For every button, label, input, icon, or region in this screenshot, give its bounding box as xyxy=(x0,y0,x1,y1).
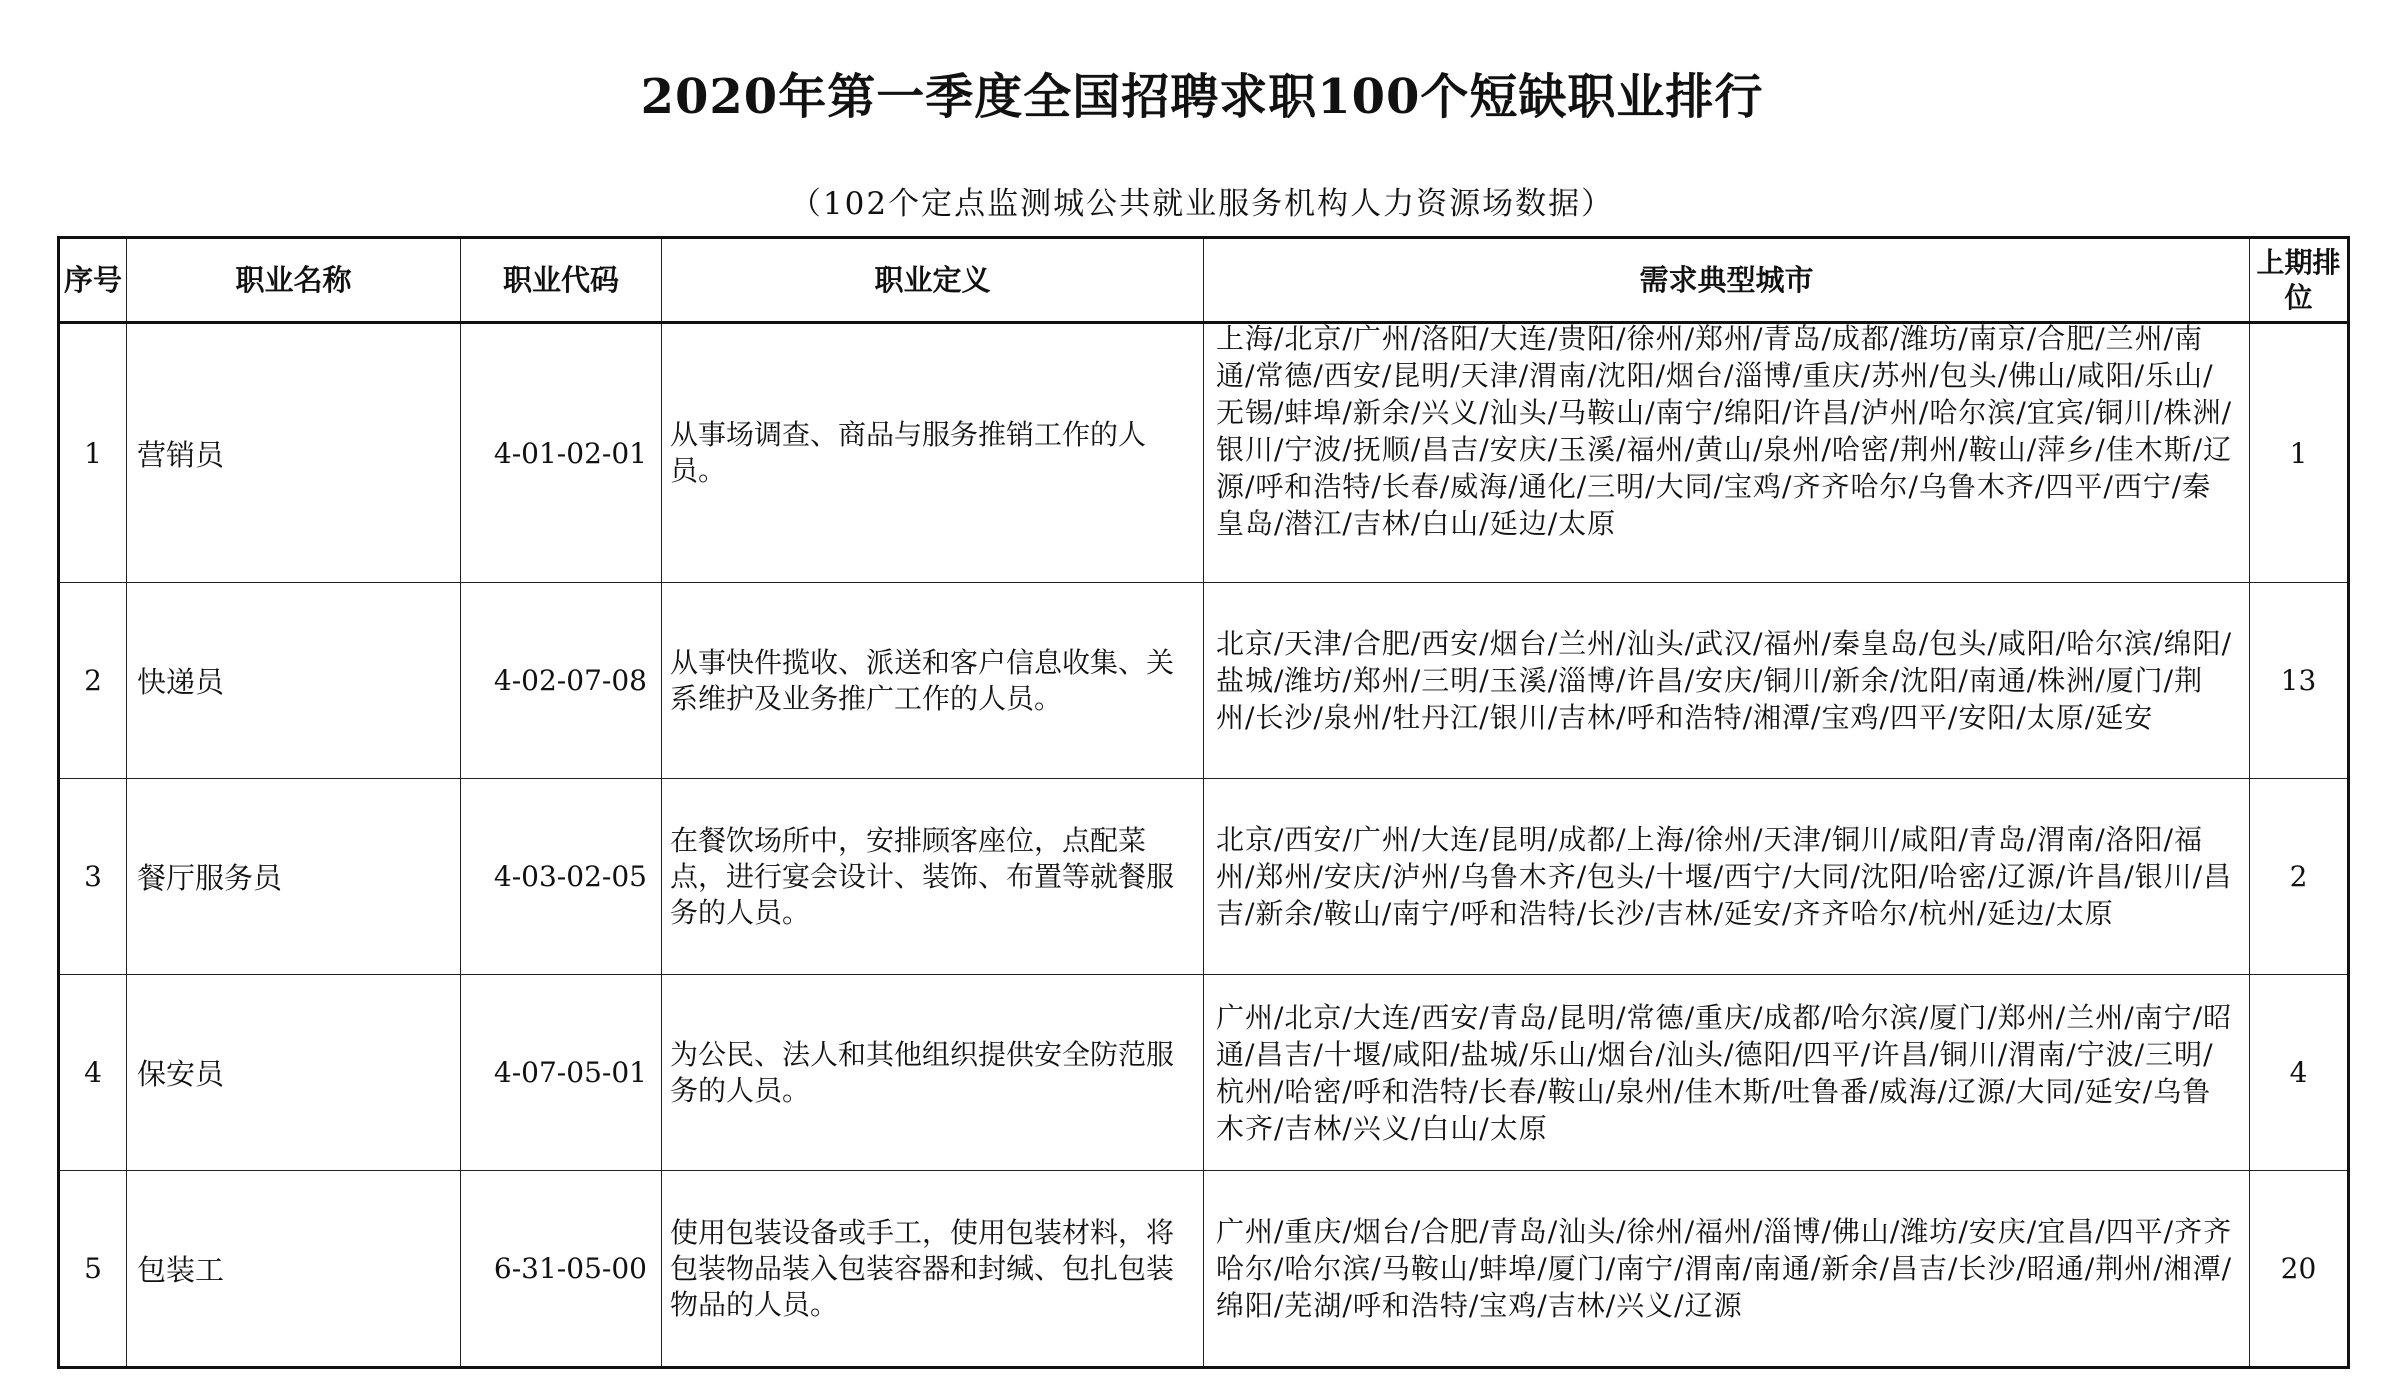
cell-name: 餐厅服务员 xyxy=(127,779,461,975)
cell-no: 1 xyxy=(59,323,127,583)
cell-name: 包装工 xyxy=(127,1171,461,1368)
cell-cities xyxy=(1204,323,2250,583)
cell-name: 营销员 xyxy=(127,323,461,583)
cell-last-rank: 2 xyxy=(2250,779,2349,975)
cell-code: 4-07-05-01 xyxy=(461,975,662,1171)
table-row xyxy=(59,975,2349,1171)
cities-text: 上海/北京/广州/洛阳/大连/贵阳/徐州/郑州/青岛/成都/潍坊/南京/合肥/兰州/南通/常德/西安/昆明/天津/渭南/沈阳/烟台/淄博/重庆/苏州/包头/佛山/咸阳/乐山/无锡/蚌埠/新余/兴义/汕头/马鞍山/南宁/绵阳/许昌/泸州/哈尔滨/宜宾/铜川/株洲/银川/宁波/抚顺/昌吉/安庆/玉溪/福州/黄山/泉州/哈密/荆州/鞍山/萍乡/佳木斯/辽源/呼和浩特/长春/威海/通化/三明/大同/宝鸡/齐齐哈尔/乌鲁木齐/四平/西宁/秦皇岛/潜江/吉林/白山/延边/太原 xyxy=(1216,322,2233,540)
cell-definition: 从事场调查、商品与服务推销工作的人员。 xyxy=(662,323,1204,583)
cell-name: 快递员 xyxy=(127,583,461,779)
cell-cities: 广州/北京/大连/西安/青岛/昆明/常德/重庆/成都/哈尔滨/厦门/郑州/兰州/南宁/昭通/昌吉/十堰/咸阳/盐城/乐山/烟台/汕头/德阳/四平/许昌/铜川/渭南/宁波/三明/杭州/哈密/呼和浩特/长春/鞍山/泉州/佳木斯/吐鲁番/威海/辽源/大同/延安/乌鲁木齐/吉林/兴义/白山/太原 xyxy=(1204,975,2250,1171)
header-name: 职业名称 xyxy=(127,238,461,323)
cell-definition: 为公民、法人和其他组织提供安全防范服务的人员。 xyxy=(662,975,1204,1171)
table-row xyxy=(59,779,2349,975)
page-subtitle: （102个定点监测城公共就业服务机构人力资源场数据） xyxy=(789,186,1615,222)
cell-name: 保安员 xyxy=(127,975,461,1171)
cell-last-rank: 4 xyxy=(2250,975,2349,1171)
table-row xyxy=(59,583,2349,779)
cell-cities: 北京/天津/合肥/西安/烟台/兰州/汕头/武汉/福州/秦皇岛/包头/咸阳/哈尔滨/绵阳/盐城/潍坊/郑州/三明/玉溪/淄博/许昌/安庆/铜川/新余/沈阳/南通/株洲/厦门/荆州/长沙/泉州/牡丹江/银川/吉林/呼和浩特/湘潭/宝鸡/四平/安阳/太原/延安 xyxy=(1204,583,2250,779)
header-cities: 需求典型城市 xyxy=(1204,238,2250,323)
cell-last-rank: 20 xyxy=(2250,1171,2349,1368)
cell-cities: 广州/重庆/烟台/合肥/青岛/汕头/徐州/福州/淄博/佛山/潍坊/安庆/宜昌/四平/齐齐哈尔/哈尔滨/马鞍山/蚌埠/厦门/南宁/渭南/南通/新余/昌吉/长沙/昭通/荆州/湘潭/绵阳/芜湖/呼和浩特/宝鸡/吉林/兴义/辽源 xyxy=(1204,1171,2250,1368)
cell-definition: 在餐饮场所中，安排顾客座位，点配菜点，进行宴会设计、装饰、布置等就餐服务的人员。 xyxy=(662,779,1204,975)
table-header-row xyxy=(59,238,2349,323)
cell-definition: 从事快件揽收、派送和客户信息收集、关系维护及业务推广工作的人员。 xyxy=(662,583,1204,779)
cell-code: 4-02-07-08 xyxy=(461,583,662,779)
cell-definition: 使用包装设备或手工，使用包装材料，将包装物品装入包装容器和封缄、包扎包装物品的人员。 xyxy=(662,1171,1204,1368)
cell-no: 4 xyxy=(59,975,127,1171)
cell-code: 4-01-02-01 xyxy=(461,323,662,583)
cell-code: 4-03-02-05 xyxy=(461,779,662,975)
header-no: 序号 xyxy=(59,238,127,323)
cell-no: 5 xyxy=(59,1171,127,1368)
shortage-occupation-table xyxy=(57,236,2350,1369)
header-code: 职业代码 xyxy=(461,238,662,323)
header-last-rank: 上期排位 xyxy=(2250,238,2349,323)
page-title: 2020年第一季度全国招聘求职100个短缺职业排行 xyxy=(640,69,1764,125)
cell-no: 3 xyxy=(59,779,127,975)
header-definition: 职业定义 xyxy=(662,238,1204,323)
cell-code: 6-31-05-00 xyxy=(461,1171,662,1368)
table-row xyxy=(59,323,2349,583)
cell-last-rank: 1 xyxy=(2250,323,2349,583)
cell-no: 2 xyxy=(59,583,127,779)
cell-cities: 北京/西安/广州/大连/昆明/成都/上海/徐州/天津/铜川/咸阳/青岛/渭南/洛阳/福州/郑州/安庆/泸州/乌鲁木齐/包头/十堰/西宁/大同/沈阳/哈密/辽源/许昌/银川/昌吉/新余/鞍山/南宁/呼和浩特/长沙/吉林/延安/齐齐哈尔/杭州/延边/太原 xyxy=(1204,779,2250,975)
cell-last-rank: 13 xyxy=(2250,583,2349,779)
table-row xyxy=(59,1171,2349,1368)
